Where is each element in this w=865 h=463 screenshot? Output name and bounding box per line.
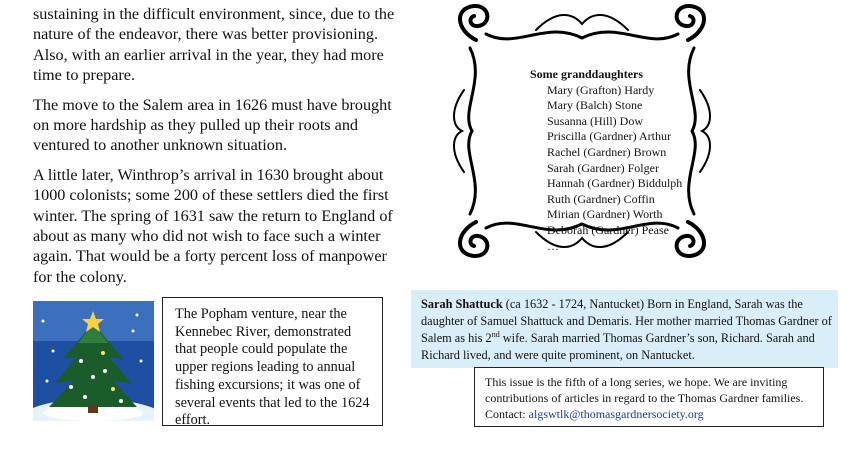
list-item: Mary (Balch) Stone	[547, 98, 643, 113]
list-item: Sarah (Gardner) Folger	[547, 160, 659, 175]
bio-text-cont: wife. Sarah married Thomas Gardner’s son, Richard. Sarah and Richard lived, and were quite prominent, on Nantucket.	[421, 331, 815, 362]
list-item: Ruth (Gardner) Coffin	[547, 191, 655, 206]
paragraph: The move to the Salem area in 1626 must have brought on more hardship as they pulled up their roots and ventured to another unknown situation.	[33, 95, 392, 155]
list-item: Deborah (Gardner) Pease	[547, 222, 669, 237]
paragraph: A little later, Winthrop’s arrival in 1630 brought about 1000 colonists; some 200 of these settlers died the first winter. The spring of 1631 saw the return to England of about as many who did not wish to face such a winter again. That would be a forty percent loss of manpower for the colony.	[33, 165, 393, 286]
list-item: Hannah (Gardner) Biddulph	[547, 176, 683, 191]
issue-note	[474, 367, 824, 427]
issue-text: This issue is the fifth of a long series, we hope. We are inviting contributions of articles in regard to the Thomas Gardner families. Contact:	[485, 375, 804, 421]
paragraph: sustaining in the difficult environment, since, due to the nature of the endeavor, there was better provisioning. Also, with an earlier arrival in the year, they had more time to prepare.	[33, 5, 395, 85]
granddaughters-title: Some granddaughters	[530, 67, 644, 81]
main-article	[33, 4, 395, 296]
sarah-shattuck-bio	[411, 290, 838, 368]
bio-superscript: nd	[491, 329, 500, 339]
list-item: Mary (Grafton) Hardy	[547, 82, 655, 97]
list-item: …	[547, 238, 559, 253]
bio-name: Sarah Shattuck	[421, 297, 503, 311]
bio-text: (ca 1632 - 1724, Nantucket) Born in England, Sarah was the daughter of Samuel Shattuck and Demaris. Her mother married Thomas Gardner of Salem as his 2	[421, 297, 832, 345]
list-item: Priscilla (Gardner) Arthur	[547, 129, 671, 144]
popham-text: The Popham venture, near the Kennebec River, demonstrated that people could populate the upper regions leading to annual fishing excursions; it was one of several events that led to the 1624 effort.	[175, 306, 370, 429]
list-item: Mirian (Gardner) Worth	[547, 207, 663, 222]
popham-note	[162, 297, 383, 429]
contact-email-link[interactable]: algswtlk@thomasgardnersociety.org	[528, 407, 704, 421]
granddaughters-list	[530, 67, 682, 254]
christmas-tree-image	[33, 301, 154, 421]
list-item: Susanna (Hill) Dow	[547, 113, 643, 128]
list-item: Rachel (Gardner) Brown	[547, 144, 667, 159]
